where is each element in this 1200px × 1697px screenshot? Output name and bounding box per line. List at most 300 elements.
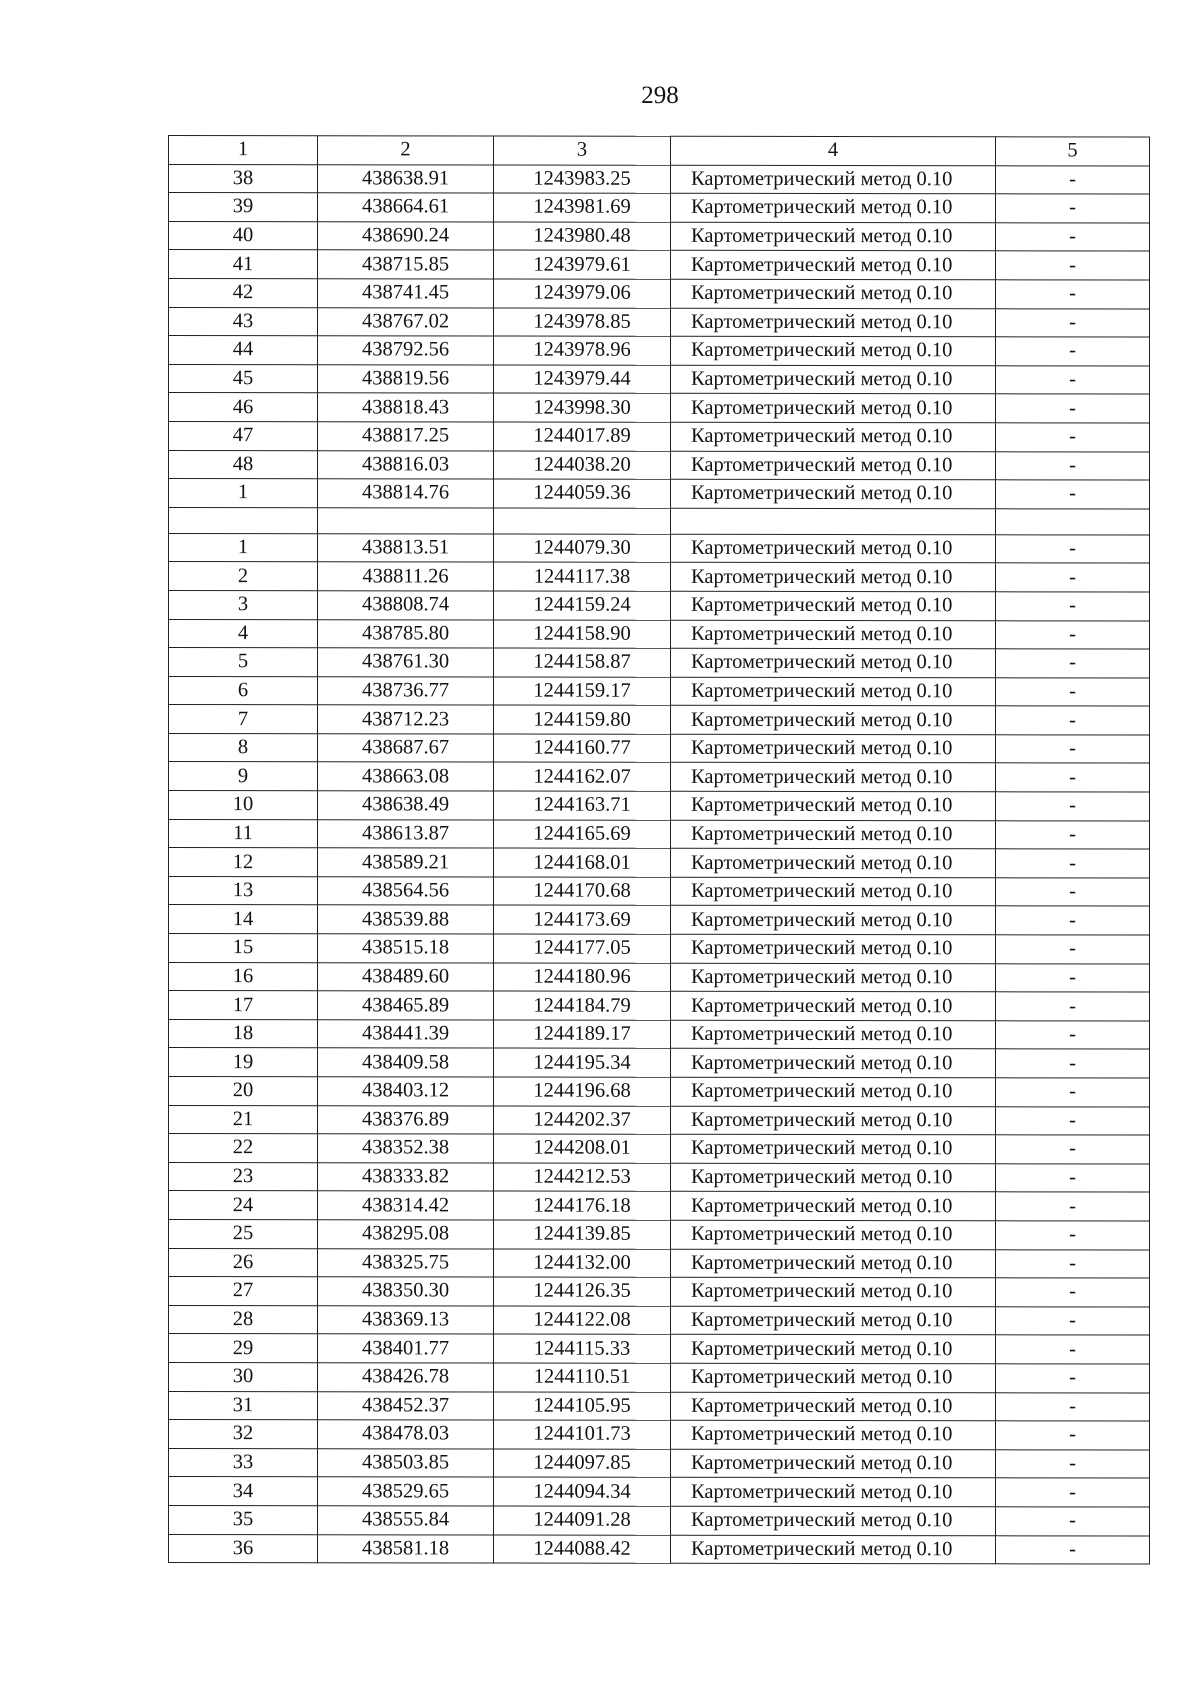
- x-coordinate-cell: 438401.77: [318, 1334, 494, 1363]
- note-cell: -: [996, 451, 1150, 480]
- y-coordinate-cell: 1243979.44: [494, 365, 671, 394]
- point-number-cell: 18: [169, 1019, 318, 1048]
- y-coordinate-cell: 1244088.42: [494, 1535, 671, 1564]
- point-number-cell: 30: [169, 1362, 318, 1391]
- table-row: [169, 1162, 1150, 1192]
- x-coordinate-cell: 438529.65: [318, 1477, 494, 1506]
- table-row: [169, 164, 1150, 194]
- method-cell: Картометрический метод 0.10: [671, 706, 996, 735]
- note-cell: -: [996, 1335, 1150, 1364]
- point-number-cell: 47: [169, 421, 318, 450]
- table-row: [169, 962, 1150, 992]
- point-number-cell: 39: [169, 193, 318, 222]
- note-cell: -: [996, 1021, 1150, 1050]
- table-row: [169, 1277, 1150, 1307]
- y-coordinate-cell: 1244196.68: [494, 1077, 671, 1106]
- y-coordinate-cell: 1244091.28: [494, 1506, 671, 1535]
- note-cell: -: [996, 535, 1150, 564]
- method-cell: Картометрический метод 0.10: [671, 451, 996, 480]
- x-coordinate-cell: 438813.51: [318, 533, 494, 562]
- column-header-4: 4: [671, 136, 996, 165]
- table-row: [169, 533, 1150, 563]
- method-cell: Картометрический метод 0.10: [671, 534, 996, 563]
- point-number-cell: 26: [169, 1248, 318, 1277]
- x-coordinate-cell: 438664.61: [318, 193, 494, 222]
- x-coordinate-cell: 438352.38: [318, 1134, 494, 1163]
- table-row: [169, 648, 1150, 678]
- x-coordinate-cell: 438539.88: [318, 905, 494, 934]
- y-coordinate-cell: 1244159.24: [494, 591, 671, 620]
- x-coordinate-cell: 438589.21: [318, 848, 494, 877]
- method-cell: Картометрический метод 0.10: [671, 963, 996, 992]
- method-cell: Картометрический метод 0.10: [671, 308, 996, 337]
- x-coordinate-cell: 438690.24: [318, 222, 494, 251]
- y-coordinate-cell: 1244177.05: [494, 934, 671, 963]
- table-row: [169, 1248, 1150, 1278]
- note-cell: -: [996, 906, 1150, 935]
- method-cell: Картометрический метод 0.10: [671, 849, 996, 878]
- y-coordinate-cell: 1244176.18: [494, 1191, 671, 1220]
- y-coordinate-cell: 1244038.20: [494, 451, 671, 480]
- x-coordinate-cell: 438503.85: [318, 1448, 494, 1477]
- point-number-cell: 23: [169, 1162, 318, 1191]
- method-cell: Картометрический метод 0.10: [671, 677, 996, 706]
- point-number-cell: 27: [169, 1277, 318, 1306]
- y-coordinate-cell: 1243979.06: [494, 279, 671, 308]
- x-coordinate-cell: 438819.56: [318, 364, 494, 393]
- page-number: 298: [641, 82, 679, 109]
- point-number-cell: 14: [169, 905, 318, 934]
- note-cell: -: [996, 963, 1150, 992]
- table-row: [169, 819, 1150, 849]
- method-cell: [671, 508, 996, 535]
- x-coordinate-cell: 438452.37: [318, 1391, 494, 1420]
- x-coordinate-cell: 438350.30: [318, 1277, 494, 1306]
- table-row: [169, 876, 1150, 906]
- point-number-cell: 10: [169, 791, 318, 820]
- column-header-3: 3: [494, 136, 671, 165]
- point-number-cell: 1: [169, 479, 318, 508]
- table-body: [169, 164, 1150, 1564]
- x-coordinate-cell: 438792.56: [318, 336, 494, 365]
- point-number-cell: 32: [169, 1420, 318, 1449]
- y-coordinate-cell: [494, 508, 671, 534]
- column-header-5: 5: [996, 137, 1150, 166]
- table-row: [169, 1448, 1150, 1478]
- table-row: [169, 1019, 1150, 1049]
- y-coordinate-cell: 1243979.61: [494, 250, 671, 279]
- note-cell: -: [996, 935, 1150, 964]
- method-cell: Картометрический метод 0.10: [671, 279, 996, 308]
- table-row: [169, 1305, 1150, 1335]
- note-cell: -: [996, 394, 1150, 423]
- note-cell: -: [996, 308, 1150, 337]
- point-number-cell: 22: [169, 1134, 318, 1163]
- y-coordinate-cell: 1244173.69: [494, 905, 671, 934]
- point-number-cell: 16: [169, 962, 318, 991]
- x-coordinate-cell: 438811.26: [318, 562, 494, 591]
- table-row: [169, 762, 1150, 792]
- x-coordinate-cell: 438767.02: [318, 307, 494, 336]
- x-coordinate-cell: [318, 507, 494, 533]
- x-coordinate-cell: 438638.49: [318, 791, 494, 820]
- column-header-1: 1: [169, 136, 318, 165]
- note-cell: -: [996, 1078, 1150, 1107]
- x-coordinate-cell: 438581.18: [318, 1534, 494, 1563]
- table-row: [169, 934, 1150, 964]
- method-cell: Картометрический метод 0.10: [671, 222, 996, 251]
- table-row: [169, 479, 1150, 509]
- table-row: [169, 1334, 1150, 1364]
- y-coordinate-cell: 1244132.00: [494, 1249, 671, 1278]
- x-coordinate-cell: 438736.77: [318, 676, 494, 705]
- point-number-cell: 35: [169, 1505, 318, 1534]
- method-cell: Картометрический метод 0.10: [671, 820, 996, 849]
- column-header-2: 2: [318, 136, 494, 165]
- point-number-cell: 40: [169, 221, 318, 250]
- table-row: [169, 193, 1150, 223]
- x-coordinate-cell: 438489.60: [318, 962, 494, 991]
- y-coordinate-cell: 1243983.25: [494, 165, 671, 194]
- x-coordinate-cell: 438687.67: [318, 734, 494, 763]
- y-coordinate-cell: 1244162.07: [494, 762, 671, 791]
- point-number-cell: 41: [169, 250, 318, 279]
- note-cell: -: [996, 366, 1150, 395]
- x-coordinate-cell: 438555.84: [318, 1506, 494, 1535]
- table-row: [169, 905, 1150, 935]
- table-row: [169, 250, 1150, 280]
- header-row: [169, 136, 1150, 166]
- point-number-cell: 11: [169, 819, 318, 848]
- note-cell: -: [996, 223, 1150, 252]
- note-cell: -: [996, 1507, 1150, 1536]
- note-cell: -: [996, 792, 1150, 821]
- point-number-cell: 9: [169, 762, 318, 791]
- point-number-cell: 12: [169, 848, 318, 877]
- table-row: [169, 991, 1150, 1021]
- table-row: [169, 1077, 1150, 1107]
- x-coordinate-cell: 438741.45: [318, 279, 494, 308]
- note-cell: -: [996, 194, 1150, 223]
- point-number-cell: 48: [169, 450, 318, 479]
- method-cell: Картометрический метод 0.10: [671, 336, 996, 365]
- note-cell: -: [996, 677, 1150, 706]
- y-coordinate-cell: 1243981.69: [494, 193, 671, 222]
- y-coordinate-cell: 1244158.87: [494, 648, 671, 677]
- method-cell: Картометрический метод 0.10: [671, 1363, 996, 1392]
- note-cell: -: [996, 1106, 1150, 1135]
- y-coordinate-cell: 1244079.30: [494, 534, 671, 563]
- note-cell: -: [996, 1421, 1150, 1450]
- x-coordinate-cell: 438663.08: [318, 762, 494, 791]
- table-row: [169, 221, 1150, 251]
- y-coordinate-cell: 1244168.01: [494, 848, 671, 877]
- note-cell: -: [996, 1478, 1150, 1507]
- x-coordinate-cell: 438403.12: [318, 1077, 494, 1106]
- x-coordinate-cell: 438785.80: [318, 619, 494, 648]
- point-number-cell: 25: [169, 1219, 318, 1248]
- table-row: [169, 590, 1150, 620]
- y-coordinate-cell: 1244059.36: [494, 479, 671, 508]
- table-row: [169, 393, 1150, 423]
- note-cell: -: [996, 563, 1150, 592]
- note-cell: -: [996, 763, 1150, 792]
- y-coordinate-cell: 1244097.85: [494, 1449, 671, 1478]
- table-row: [169, 1048, 1150, 1078]
- point-number-cell: 38: [169, 164, 318, 193]
- x-coordinate-cell: 438333.82: [318, 1163, 494, 1192]
- table-row: [169, 1477, 1150, 1507]
- y-coordinate-cell: 1244122.08: [494, 1306, 671, 1335]
- x-coordinate-cell: 438465.89: [318, 991, 494, 1020]
- method-cell: Картометрический метод 0.10: [671, 1277, 996, 1306]
- table-row: [169, 450, 1150, 480]
- point-number-cell: 15: [169, 934, 318, 963]
- y-coordinate-cell: 1244208.01: [494, 1134, 671, 1163]
- method-cell: Картометрический метод 0.10: [671, 992, 996, 1021]
- y-coordinate-cell: 1244212.53: [494, 1163, 671, 1192]
- note-cell: -: [996, 1049, 1150, 1078]
- table-row: [169, 1219, 1150, 1249]
- method-cell: Картометрический метод 0.10: [671, 877, 996, 906]
- x-coordinate-cell: 438441.39: [318, 1020, 494, 1049]
- method-cell: Картометрический метод 0.10: [671, 1335, 996, 1364]
- method-cell: Картометрический метод 0.10: [671, 1249, 996, 1278]
- x-coordinate-cell: 438715.85: [318, 250, 494, 279]
- table-row: [169, 1362, 1150, 1392]
- table-row: [169, 278, 1150, 308]
- note-cell: -: [996, 878, 1150, 907]
- method-cell: Картометрический метод 0.10: [671, 1077, 996, 1106]
- note-cell: -: [996, 820, 1150, 849]
- x-coordinate-cell: 438325.75: [318, 1248, 494, 1277]
- method-cell: Картометрический метод 0.10: [671, 193, 996, 222]
- method-cell: Картометрический метод 0.10: [671, 1049, 996, 1078]
- method-cell: Картометрический метод 0.10: [671, 1449, 996, 1478]
- method-cell: Картометрический метод 0.10: [671, 365, 996, 394]
- method-cell: Картометрический метод 0.10: [671, 1535, 996, 1564]
- note-cell: -: [996, 165, 1150, 194]
- method-cell: Картометрический метод 0.10: [671, 394, 996, 423]
- table-row: [169, 307, 1150, 337]
- point-number-cell: 5: [169, 648, 318, 677]
- x-coordinate-cell: 438638.91: [318, 164, 494, 193]
- y-coordinate-cell: 1244105.95: [494, 1392, 671, 1421]
- table-row: [169, 1134, 1150, 1164]
- table-row: [169, 619, 1150, 649]
- table-row: [169, 1191, 1150, 1221]
- note-cell: -: [996, 337, 1150, 366]
- method-cell: Картометрический метод 0.10: [671, 1020, 996, 1049]
- point-number-cell: 2: [169, 562, 318, 591]
- note-cell: -: [996, 992, 1150, 1021]
- y-coordinate-cell: 1244110.51: [494, 1363, 671, 1392]
- x-coordinate-cell: 438426.78: [318, 1363, 494, 1392]
- point-number-cell: 21: [169, 1105, 318, 1134]
- y-coordinate-cell: 1244158.90: [494, 620, 671, 649]
- y-coordinate-cell: 1244160.77: [494, 734, 671, 763]
- point-number-cell: 8: [169, 733, 318, 762]
- note-cell: -: [996, 735, 1150, 764]
- table-row: [169, 1505, 1150, 1535]
- method-cell: Картометрический метод 0.10: [671, 251, 996, 280]
- method-cell: Картометрический метод 0.10: [671, 591, 996, 620]
- y-coordinate-cell: 1243980.48: [494, 222, 671, 251]
- y-coordinate-cell: 1244159.17: [494, 677, 671, 706]
- method-cell: Картометрический метод 0.10: [671, 734, 996, 763]
- point-number-cell: 1: [169, 533, 318, 562]
- method-cell: Картометрический метод 0.10: [671, 1163, 996, 1192]
- method-cell: Картометрический метод 0.10: [671, 648, 996, 677]
- note-cell: -: [996, 706, 1150, 735]
- y-coordinate-cell: 1244126.35: [494, 1277, 671, 1306]
- point-number-cell: 24: [169, 1191, 318, 1220]
- note-cell: -: [996, 1192, 1150, 1221]
- method-cell: Картометрический метод 0.10: [671, 1192, 996, 1221]
- y-coordinate-cell: 1244170.68: [494, 877, 671, 906]
- method-cell: Картометрический метод 0.10: [671, 1478, 996, 1507]
- x-coordinate-cell: 438564.56: [318, 877, 494, 906]
- note-cell: [996, 509, 1150, 535]
- note-cell: -: [996, 1307, 1150, 1336]
- note-cell: -: [996, 1164, 1150, 1193]
- note-cell: -: [996, 423, 1150, 452]
- point-number-cell: 42: [169, 278, 318, 307]
- note-cell: -: [996, 1450, 1150, 1479]
- note-cell: -: [996, 1135, 1150, 1164]
- point-number-cell: 46: [169, 393, 318, 422]
- note-cell: -: [996, 592, 1150, 621]
- x-coordinate-cell: 438478.03: [318, 1420, 494, 1449]
- table-row: [169, 421, 1150, 451]
- point-number-cell: 28: [169, 1305, 318, 1334]
- method-cell: Картометрический метод 0.10: [671, 1506, 996, 1535]
- point-number-cell: 29: [169, 1334, 318, 1363]
- x-coordinate-cell: 438814.76: [318, 479, 494, 508]
- method-cell: Картометрический метод 0.10: [671, 620, 996, 649]
- y-coordinate-cell: 1244094.34: [494, 1477, 671, 1506]
- point-number-cell: 44: [169, 336, 318, 365]
- method-cell: Картометрический метод 0.10: [671, 1220, 996, 1249]
- y-coordinate-cell: 1244189.17: [494, 1020, 671, 1049]
- method-cell: Картометрический метод 0.10: [671, 934, 996, 963]
- method-cell: Картометрический метод 0.10: [671, 906, 996, 935]
- method-cell: Картометрический метод 0.10: [671, 763, 996, 792]
- method-cell: Картометрический метод 0.10: [671, 1392, 996, 1421]
- y-coordinate-cell: 1244159.80: [494, 705, 671, 734]
- point-number-cell: 20: [169, 1077, 318, 1106]
- point-number-cell: 34: [169, 1477, 318, 1506]
- method-cell: Картометрический метод 0.10: [671, 1306, 996, 1335]
- note-cell: -: [996, 1392, 1150, 1421]
- note-cell: -: [996, 649, 1150, 678]
- x-coordinate-cell: 438817.25: [318, 422, 494, 451]
- x-coordinate-cell: 438712.23: [318, 705, 494, 734]
- point-number-cell: 6: [169, 676, 318, 705]
- y-coordinate-cell: 1244139.85: [494, 1220, 671, 1249]
- note-cell: -: [996, 849, 1150, 878]
- note-cell: -: [996, 1221, 1150, 1250]
- point-number-cell: 45: [169, 364, 318, 393]
- y-coordinate-cell: 1243978.85: [494, 308, 671, 337]
- x-coordinate-cell: 438409.58: [318, 1048, 494, 1077]
- table-row: [169, 336, 1150, 366]
- point-number-cell: 3: [169, 590, 318, 619]
- table-row: [169, 705, 1150, 735]
- x-coordinate-cell: 438818.43: [318, 393, 494, 422]
- x-coordinate-cell: 438515.18: [318, 934, 494, 963]
- note-cell: -: [996, 480, 1150, 509]
- x-coordinate-cell: 438761.30: [318, 648, 494, 677]
- coordinates-table: [168, 135, 1150, 1565]
- note-cell: -: [996, 1249, 1150, 1278]
- table-row: [169, 1534, 1150, 1564]
- x-coordinate-cell: 438816.03: [318, 450, 494, 479]
- note-cell: -: [996, 251, 1150, 280]
- y-coordinate-cell: 1243998.30: [494, 393, 671, 422]
- point-number-cell: 33: [169, 1448, 318, 1477]
- method-cell: Картометрический метод 0.10: [671, 1134, 996, 1163]
- point-number-cell: 4: [169, 619, 318, 648]
- y-coordinate-cell: 1244202.37: [494, 1106, 671, 1135]
- x-coordinate-cell: 438808.74: [318, 591, 494, 620]
- table-row: [169, 562, 1150, 592]
- y-coordinate-cell: 1244195.34: [494, 1048, 671, 1077]
- point-number-cell: 36: [169, 1534, 318, 1563]
- note-cell: -: [996, 620, 1150, 649]
- point-number-cell: 31: [169, 1391, 318, 1420]
- table-row: [169, 1105, 1150, 1135]
- y-coordinate-cell: 1244165.69: [494, 820, 671, 849]
- method-cell: Картометрический метод 0.10: [671, 1106, 996, 1135]
- y-coordinate-cell: 1244017.89: [494, 422, 671, 451]
- method-cell: Картометрический метод 0.10: [671, 422, 996, 451]
- table-row: [169, 733, 1150, 763]
- x-coordinate-cell: 438376.89: [318, 1105, 494, 1134]
- method-cell: Картометрический метод 0.10: [671, 479, 996, 508]
- method-cell: Картометрический метод 0.10: [671, 791, 996, 820]
- table-row: [169, 1391, 1150, 1421]
- table-header: [169, 136, 1150, 166]
- table-row: [169, 507, 1150, 535]
- point-number-cell: 7: [169, 705, 318, 734]
- note-cell: -: [996, 280, 1150, 309]
- x-coordinate-cell: 438314.42: [318, 1191, 494, 1220]
- point-number-cell: 19: [169, 1048, 318, 1077]
- table-row: [169, 791, 1150, 821]
- y-coordinate-cell: 1244101.73: [494, 1420, 671, 1449]
- table-row: [169, 1420, 1150, 1450]
- y-coordinate-cell: 1244184.79: [494, 991, 671, 1020]
- y-coordinate-cell: 1244163.71: [494, 791, 671, 820]
- method-cell: Картометрический метод 0.10: [671, 563, 996, 592]
- point-number-cell: 17: [169, 991, 318, 1020]
- x-coordinate-cell: 438369.13: [318, 1305, 494, 1334]
- x-coordinate-cell: 438295.08: [318, 1220, 494, 1249]
- y-coordinate-cell: 1244115.33: [494, 1334, 671, 1363]
- point-number-cell: [169, 507, 318, 533]
- y-coordinate-cell: 1244117.38: [494, 562, 671, 591]
- y-coordinate-cell: 1243978.96: [494, 336, 671, 365]
- method-cell: Картометрический метод 0.10: [671, 1420, 996, 1449]
- note-cell: -: [996, 1278, 1150, 1307]
- method-cell: Картометрический метод 0.10: [671, 165, 996, 194]
- y-coordinate-cell: 1244180.96: [494, 963, 671, 992]
- point-number-cell: 13: [169, 876, 318, 905]
- note-cell: -: [996, 1535, 1150, 1564]
- table-row: [169, 676, 1150, 706]
- note-cell: -: [996, 1364, 1150, 1393]
